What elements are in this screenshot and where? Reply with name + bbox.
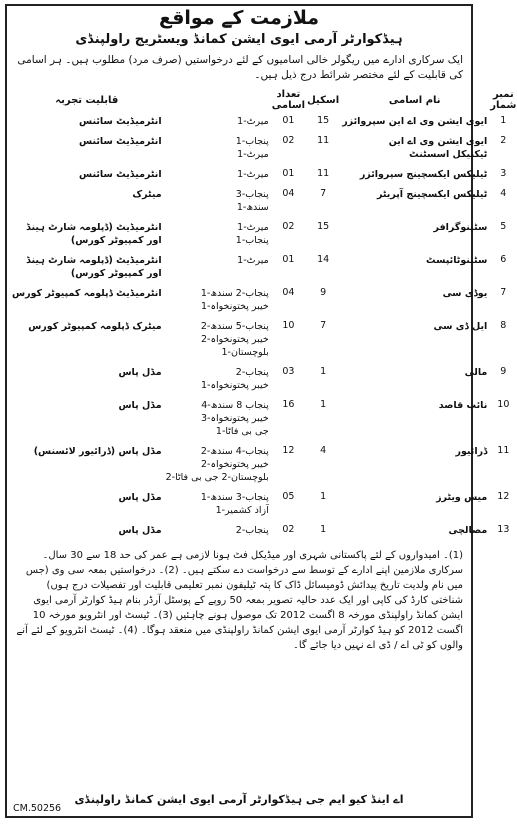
post-name bbox=[340, 522, 489, 542]
post-name-line: مصالچی bbox=[448, 525, 488, 536]
post-name bbox=[340, 489, 489, 522]
quota bbox=[164, 318, 271, 364]
serial-number: 1 bbox=[500, 115, 507, 126]
qualification-line: اور کمپیوٹر کورس) bbox=[70, 235, 162, 246]
table-row bbox=[10, 397, 517, 443]
qualification bbox=[10, 489, 164, 522]
qualification-line: مڈل پاس bbox=[118, 525, 162, 536]
qualification bbox=[10, 133, 164, 166]
quota-line: میرٹ-1 bbox=[237, 116, 269, 127]
quota bbox=[164, 364, 271, 397]
post-count: 12 bbox=[282, 445, 295, 456]
qualification bbox=[10, 397, 164, 443]
serial-number: 3 bbox=[500, 168, 507, 179]
serial-number: 12 bbox=[497, 491, 510, 502]
quota-line: بلوچستان-2 جی بی فاٹا-2 bbox=[165, 472, 269, 483]
post-name-line: سٹینوٹائپسٹ bbox=[426, 255, 488, 266]
vacancy-rows bbox=[10, 113, 517, 542]
serial-number: 13 bbox=[497, 524, 510, 535]
post-count: 02 bbox=[282, 524, 295, 535]
header-serial: نمبر شمار bbox=[490, 89, 517, 111]
qualification-line: انٹرمیڈیٹ سائنس bbox=[79, 169, 162, 180]
qualification bbox=[10, 318, 164, 364]
table-row bbox=[10, 219, 517, 252]
qualification-line: مڈل پاس bbox=[118, 400, 162, 411]
post-name-line: ٹیلیکس ایکسچینج سپروائزر bbox=[359, 169, 488, 180]
quota bbox=[164, 252, 271, 285]
serial-number: 2 bbox=[500, 135, 507, 146]
qualification-line: مڈل پاس bbox=[118, 492, 162, 503]
quota-line: خیبر پختونخواہ-3 bbox=[200, 413, 269, 424]
post-count: 02 bbox=[282, 221, 295, 232]
quota-line: پنجاب-5 سندھ-2 bbox=[200, 321, 269, 332]
table-row bbox=[10, 252, 517, 285]
pay-scale: 1 bbox=[320, 366, 327, 377]
pay-scale: 9 bbox=[320, 287, 327, 298]
qualification bbox=[10, 522, 164, 542]
quota bbox=[164, 522, 271, 542]
qualification bbox=[10, 219, 164, 252]
serial-number: 4 bbox=[500, 188, 507, 199]
quota-line: خیبر پختونخواہ-2 bbox=[200, 459, 269, 470]
post-name-line: یوڈی سی bbox=[442, 288, 488, 299]
table-row bbox=[10, 443, 517, 489]
qualification-line: مڈل پاس bbox=[118, 367, 162, 378]
serial-number: 6 bbox=[500, 254, 507, 265]
post-name-line: ڈرائیور bbox=[455, 446, 488, 457]
post-name bbox=[340, 113, 489, 133]
post-name bbox=[340, 364, 489, 397]
ad-title: ملازمت کے مواقع bbox=[158, 7, 320, 29]
qualification bbox=[10, 186, 164, 219]
header-count: تعداد اسامی bbox=[271, 89, 306, 111]
pay-scale: 11 bbox=[317, 168, 330, 179]
table-row bbox=[10, 113, 517, 133]
post-name bbox=[340, 219, 489, 252]
ad-code: CM.50256 bbox=[13, 803, 62, 814]
qualification-line: انٹرمیڈیٹ (ڈپلومہ شارٹ ہینڈ bbox=[26, 255, 162, 266]
header-quota bbox=[164, 87, 271, 113]
pay-scale: 1 bbox=[320, 399, 327, 410]
post-name bbox=[340, 166, 489, 186]
qualification-line: مڈل پاس (ڈرائیور لائسنس) bbox=[33, 446, 162, 457]
quota-line: پنجاب-3 سندھ-1 bbox=[200, 492, 269, 503]
qualification-line: انٹرمیڈیٹ ڈپلومہ کمپیوٹر کورس bbox=[12, 288, 162, 299]
quota-line: پنجاب-4 سندھ-2 bbox=[200, 446, 269, 457]
post-name bbox=[340, 443, 489, 489]
quota-line: خیبر پختونخواہ-1 bbox=[200, 301, 269, 312]
post-name-line: ایوی ایشن وی اے این bbox=[388, 136, 488, 147]
qualification-line: انٹرمیڈیٹ سائنس bbox=[79, 116, 162, 127]
header-qualification: قابلیت تجربہ bbox=[55, 94, 119, 106]
table-row bbox=[10, 133, 517, 166]
quota bbox=[164, 285, 271, 318]
quota-line: پنجاب-2 bbox=[235, 525, 269, 536]
post-name bbox=[340, 252, 489, 285]
qualification-line: میٹرک bbox=[132, 189, 162, 200]
post-name bbox=[340, 186, 489, 219]
quota-line: پنجاب-2 bbox=[235, 367, 269, 378]
table-row bbox=[10, 166, 517, 186]
qualification bbox=[10, 166, 164, 186]
header-scale: اسکیل bbox=[307, 94, 340, 106]
quota-line: پنجاب-3 bbox=[235, 189, 269, 200]
qualification-line: انٹرمیڈیٹ (ڈپلومہ شارٹ ہینڈ bbox=[26, 222, 162, 233]
quota-line: پنجاب-1 bbox=[235, 136, 269, 147]
quota-line: میرٹ-1 bbox=[237, 149, 269, 160]
quota-line: خیبر پختونخواہ-2 bbox=[200, 334, 269, 345]
post-name-line: ٹیکنیکل اسسٹنٹ bbox=[409, 149, 488, 160]
quota bbox=[164, 489, 271, 522]
serial-number: 7 bbox=[500, 287, 507, 298]
vacancy-table bbox=[10, 87, 517, 542]
pay-scale: 14 bbox=[317, 254, 330, 265]
quota-line: خیبر پختونخواہ-1 bbox=[200, 380, 269, 391]
post-name-line: نائب قاصد bbox=[438, 400, 488, 411]
quota bbox=[164, 397, 271, 443]
qualification-line: میٹرک ڈپلومہ کمپیوٹر کورس bbox=[28, 321, 162, 332]
table-header-row bbox=[10, 87, 517, 113]
post-count: 05 bbox=[282, 491, 295, 502]
quota bbox=[164, 133, 271, 166]
quota bbox=[164, 186, 271, 219]
pay-scale: 1 bbox=[320, 524, 327, 535]
pay-scale: 1 bbox=[320, 491, 327, 502]
pay-scale: 15 bbox=[317, 115, 330, 126]
table-row bbox=[10, 522, 517, 542]
post-count: 16 bbox=[282, 399, 295, 410]
post-name-line: میس ویٹرز bbox=[436, 492, 488, 503]
quota bbox=[164, 166, 271, 186]
job-advertisement bbox=[5, 4, 517, 818]
serial-number: 9 bbox=[500, 366, 507, 377]
post-name bbox=[340, 397, 489, 443]
quota-line: میرٹ-1 bbox=[237, 169, 269, 180]
table-row bbox=[10, 285, 517, 318]
serial-number: 8 bbox=[500, 320, 507, 331]
post-count: 04 bbox=[282, 188, 295, 199]
terms-text: (1)۔ امیدواروں کے لئے پاکستانی شہری اور میڈیکل فٹ ہونا لازمی ہے عمر کی حد 18 سے 30 سال۔ سرکاری ملازمین اپنے ادارے کے توسط سے درخواست دے سکتے ہیں۔ (2)۔ درخواستیں بمعہ سی وی (جس میں نام ولدیت تاریخ پیدائش ڈومیسائل ڈاک کا پتہ ٹیلیفون نمبر تعلیمی قابلیت اور تفصیلات درج ہوں) شناختی کارڈ کی کاپی اور ایک عدد حالیہ تصویر بمعہ 50 روپے کے پوسٹل آرڈر بنام ہیڈ کوارٹر آرمی ایوی ایشن کمانڈ راولپنڈی مورخہ 8 اگست 2012 تک موصول ہونے چاہئیں (3)۔ ٹیسٹ اور انٹرویو مورخہ 10 اگست 2012 کو ہیڈ کوارٹر آرمی ایوی ایشن کمانڈ راولپنڈی میں منعقد ہوگا۔ (4)۔ ٹیسٹ انٹرویو کے لئے آنے والوں کو ٹی اے / ڈی اے نہیں دیا جائے گا۔ bbox=[16, 550, 463, 651]
quota-line: آزاد کشمیر-1 bbox=[215, 505, 269, 516]
post-count: 02 bbox=[282, 135, 295, 146]
table-row bbox=[10, 318, 517, 364]
post-count: 01 bbox=[282, 168, 295, 179]
table-row bbox=[10, 364, 517, 397]
qualification-line: انٹرمیڈیٹ سائنس bbox=[79, 136, 162, 147]
quota-line: بلوچستان-1 bbox=[221, 347, 269, 358]
post-name-line: مالی bbox=[464, 367, 488, 378]
quota-line: میرٹ-1 bbox=[237, 255, 269, 266]
serial-number: 11 bbox=[497, 445, 510, 456]
table-row bbox=[10, 489, 517, 522]
post-name bbox=[340, 285, 489, 318]
post-count: 01 bbox=[282, 254, 295, 265]
post-count: 04 bbox=[282, 287, 295, 298]
header-post: نام اسامی bbox=[388, 94, 441, 106]
qualification bbox=[10, 113, 164, 133]
post-name-line: ایوی ایشن وی اے این سپروائزر bbox=[342, 116, 488, 127]
post-count: 01 bbox=[282, 115, 295, 126]
intro-text: ایک سرکاری ادارے میں ریگولر خالی اسامیوں کے لئے درخواستیں (صرف مرد) مطلوب ہیں۔ ہر اسامی کی قابلیت کے لئے مختصر شرائط درج ذیل ہیں۔ bbox=[17, 54, 463, 81]
quota-line: جی بی فاٹا-1 bbox=[215, 426, 269, 437]
post-name-line: ٹیلیکس ایکسچینج آپریٹر bbox=[376, 189, 488, 200]
quota-line: پنجاب 8 سندھ-4 bbox=[201, 400, 269, 411]
serial-number: 5 bbox=[500, 221, 507, 232]
quota-line: سندھ-1 bbox=[236, 202, 269, 213]
pay-scale: 15 bbox=[317, 221, 330, 232]
qualification bbox=[10, 285, 164, 318]
table-row bbox=[10, 186, 517, 219]
post-name bbox=[340, 133, 489, 166]
qualification-line: اور کمپیوٹر کورس) bbox=[70, 268, 162, 279]
pay-scale: 4 bbox=[320, 445, 327, 456]
post-name bbox=[340, 318, 489, 364]
post-name-line: سٹینوگرافر bbox=[433, 222, 488, 233]
signoff: اے اینڈ کیو ایم جی ہیڈکوارٹر آرمی ایوی ایشن کمانڈ راولپنڈی bbox=[74, 793, 404, 806]
quota-line: پنجاب-1 bbox=[235, 235, 269, 246]
quota bbox=[164, 113, 271, 133]
pay-scale: 7 bbox=[320, 320, 327, 331]
qualification bbox=[10, 443, 164, 489]
quota bbox=[164, 219, 271, 252]
quota bbox=[164, 443, 271, 489]
ad-subtitle: ہیڈکوارٹر آرمی ایوی ایشن کمانڈ ویسٹریج راولپنڈی bbox=[75, 32, 403, 47]
qualification bbox=[10, 252, 164, 285]
quota-line: پنجاب-2 سندھ-1 bbox=[200, 288, 269, 299]
post-count: 10 bbox=[282, 320, 295, 331]
pay-scale: 11 bbox=[317, 135, 330, 146]
qualification bbox=[10, 364, 164, 397]
post-name-line: ایل ڈی سی bbox=[433, 321, 488, 332]
post-count: 03 bbox=[282, 366, 295, 377]
serial-number: 10 bbox=[497, 399, 510, 410]
quota-line: میرٹ-1 bbox=[237, 222, 269, 233]
pay-scale: 7 bbox=[320, 188, 327, 199]
